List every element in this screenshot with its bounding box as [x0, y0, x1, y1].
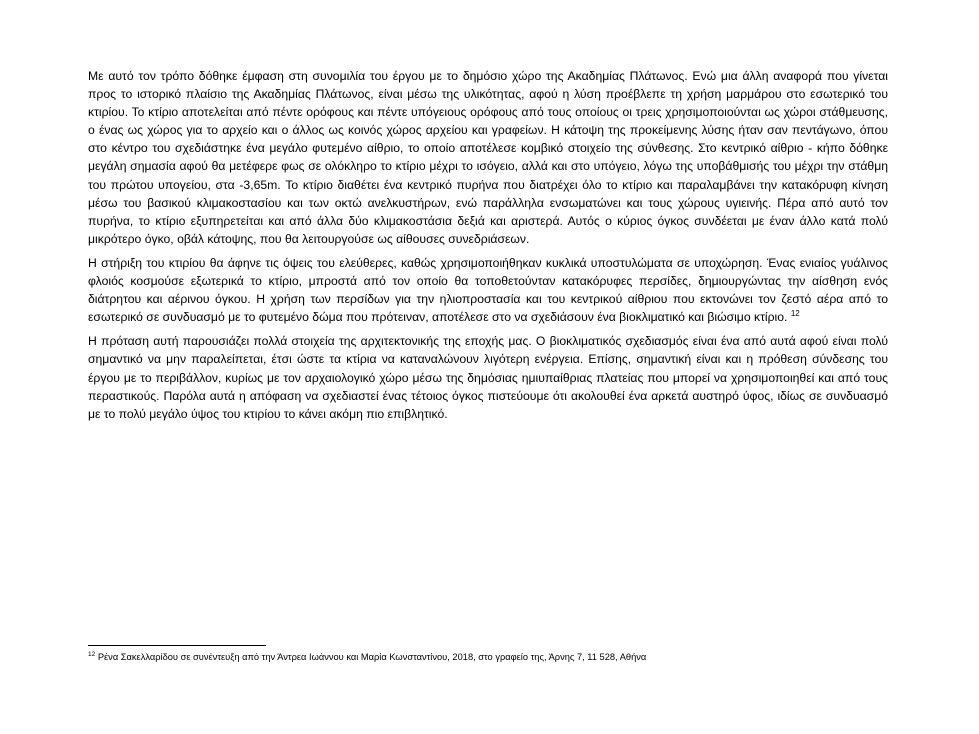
paragraph-2-text: Η στήριξη του κτιρίου θα άφηνε τις όψεις του ελεύθερες, καθώς χρησιμοποιήθηκαν κυκλικά υποστυλώματα σε υποχώρηση. Ένας ενιαίος γυάλινος φλοιός κοσμούσε εξωτερικά το κτίριο, μπροστά από τον οποίο θα τοποθετούνταν κατακόρυφες περσίδες, δημιουργώντας την αίσθηση ενός διάτρητου και αέρινου όγκου. Η χρήση των περσίδων για την ηλιοπροστασία και του κεντρικού αίθριου που εκτονώνει τον ζεστό αέρα από το εσωτερικό σε συνδυασμό με το φυτεμένο δώμα που πρότειναν, αποτέλεσε στο να σχεδιάσουν ένα βιοκλιματικό και βιώσιμο κτίριο. [88, 255, 888, 325]
paragraph-3 [88, 332, 888, 422]
paragraph-3-text: Η πρόταση αυτή παρουσιάζει πολλά στοιχεία της αρχιτεκτονικής της εποχής μας. Ο βιοκλιματικός σχεδιασμός είναι ένα από αυτά αφού είναι πολύ σημαντικό να μην παραλείπεται, έτσι ώστε τα κτίρια να καταναλώνουν λιγότερη ενέργεια. Επίσης, σημαντική είναι και η πρόθεση σύνδεσης του έργου με το περιβάλλον, κυρίως με τον αρχαιολογικό χώρο μέσω της δημόσιας ημιυπαίθριας πλατείας που μπορεί να χρησιμοποιηθεί και από τους περαστικούς. Παρόλα αυτά η απόφαση να σχεδιαστεί ένας τέτοιος όγκος πιστεύουμε ότι ακολουθεί ένα αρκετά αυστηρό ύφος, ιδίως σε συνδυασμό με το πολύ μεγάλο ύψος του κτιρίου το κάνει ακόμη πιο επιβλητικό. [88, 334, 888, 421]
paragraph-2 [88, 254, 888, 326]
footnote-reference: 12 [790, 309, 800, 319]
footnote [88, 651, 888, 664]
paragraph-1 [88, 67, 888, 248]
footnote-text: Ρένα Σακελλαρίδου σε συνέντευξη από την Άντρεα Ιωάννου και Μαρία Κωνσταντίνου, 2018, στο γραφείο της, Άρνης 7, 11 528, Αθήνα [97, 652, 647, 662]
footnote-separator [88, 645, 266, 646]
paragraph-1-text: Με αυτό τον τρόπο δόθηκε έμφαση στη συνομιλία του έργου με το δημόσιο χώρο της Ακαδημίας Πλάτωνος. Ενώ μια άλλη αναφορά που γίνεται προς το ιστορικό πλαίσιο της Ακαδημίας Πλάτωνος, είναι μέσω της υλικότητας, αφού η λύση προέβλεπε τη χρήση μαρμάρου στο εσωτερικό του κτιρίου. Το κτίριο αποτελείται από πέντε ορόφους και πέντε υπόγειους ορόφους από τους οποίους οι τρεις χρησιμοποιούνται ως χώροι στάθμευσης, ο ένας ως χώρος για το αρχείο και ο άλλος ως κοινός χώρος αρχείου και γραφείων. Η κάτοψη της προκείμενης λύσης ήταν σαν πεντάγωνο, όπου στο κέντρο του σχεδιάστηκε ένα μεγάλο φυτεμένο αίθριο, το οποίο αποτέλεσε κομβικό στοιχείο της σύνθεσης. Στο κεντρικό αίθριο - κήπο δόθηκε μεγάλη σημασία αφού θα μετέφερε φως σε ολόκληρο το κτίριο μέχρι το ισόγειο, αλλά και στο υπόγειο, λόγω της υποβάθμισής του μέχρι την στάθμη του πρώτου υπογείου, στα -3,65m. Το κτίριο διαθέτει ένα κεντρικό πυρήνα που διατρέχει όλο το κτίριο και παραλαμβάνει την κατακόρυφη κίνηση μέσω του βασικού κλιμακοστασίου και των οκτώ ανελκυστήρων, ενώ παράλληλα ενσωματώνει και τους χώρους υγιεινής. Πέρα από αυτό τον πυρήνα, το κτίριο εξυπηρετείται και από άλλα δύο κλιμακοστάσια δεξιά και αριστερά. Αυτός ο κύριος όγκος συνδέεται με έναν άλλο κατά πολύ μικρότερο όγκο, οβάλ κάτοψης, που θα λειτουργούσε ως αίθουσες συνεδριάσεων. [88, 69, 888, 246]
body-text [88, 67, 888, 429]
footnote-number: 12 [88, 650, 96, 658]
